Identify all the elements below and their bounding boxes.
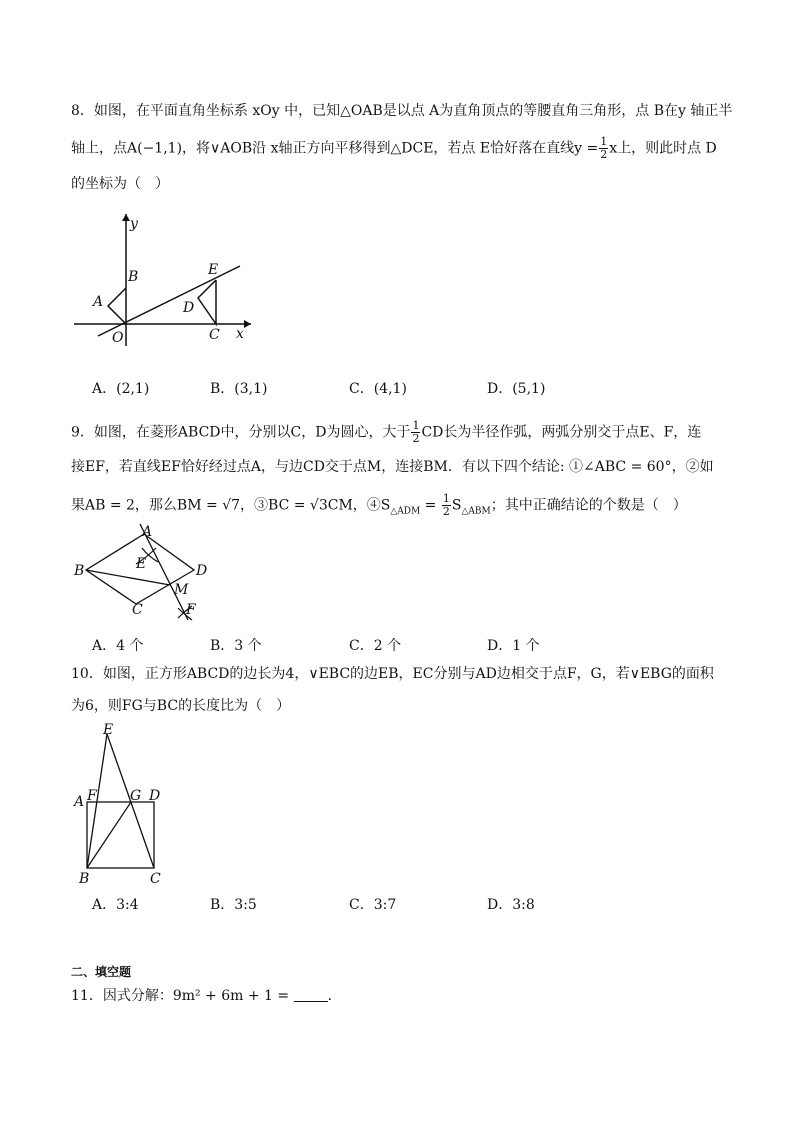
q8-option-c[interactable]: C．(4,1): [349, 381, 407, 397]
line-y-half-x: [98, 266, 240, 336]
label-c: C: [132, 602, 143, 618]
q10-line-2: 为6，则FG与BC的长度比为（ ）: [71, 698, 291, 714]
label-b: B: [128, 269, 139, 285]
fraction: $\frac{1}{2}$: [600, 135, 608, 161]
q10-figure: [70, 722, 180, 888]
q10-line-1: 10．如图，正方形ABCD的边长为4，∨EBC的边EB，EC分别与AD边相交于点F，G，若∨EBG的面积: [71, 666, 714, 682]
q9-line-3-start: 果AB = 2，那么BM = √7，③BC = √3CM，④S: [71, 497, 391, 514]
fraction: $\frac{1}{2}$: [442, 492, 450, 518]
q8-option-a[interactable]: A．(2,1): [92, 381, 150, 397]
label-y: y: [130, 216, 138, 232]
q9-option-d[interactable]: D．1 个: [487, 638, 540, 654]
q11-prefix: 11．因式分解：9m² + 6m + 1 =: [71, 988, 294, 1004]
q8-option-d[interactable]: D．(5,1): [487, 381, 546, 397]
q9-line-1: [71, 420, 701, 445]
q8-option-b[interactable]: B．(3,1): [210, 381, 268, 397]
label-d: D: [183, 300, 195, 316]
x-axis-arrow-icon: [244, 320, 251, 328]
q9-option-b[interactable]: B．3 个: [210, 638, 262, 654]
q11-line: [71, 986, 342, 1006]
q8-figure: [66, 206, 266, 356]
q9-line-1-end: CD长为半径作弧，两弧分别交于点E、F，连: [421, 424, 702, 441]
label-f: F: [186, 602, 196, 618]
equals: =: [420, 497, 441, 514]
q11-suffix: ．: [327, 988, 342, 1004]
fraction: $\frac{1}{2}$: [412, 419, 420, 445]
q9-line-2: 接EF，若直线EF恰好经过点A，与边CD交于点M，连接BM．有以下四个结论: ①∠ABC = 60°，②如: [71, 459, 714, 475]
q10-option-b[interactable]: B．3:5: [210, 897, 257, 913]
label-f: F: [87, 788, 97, 804]
label-e: E: [136, 556, 147, 572]
label-a: A: [93, 294, 104, 310]
q8-line-3: 的坐标为（ ）: [71, 176, 169, 192]
q9-option-a[interactable]: A．4 个: [92, 638, 144, 654]
subscript: △ABM: [461, 506, 491, 517]
label-g: G: [130, 788, 142, 804]
label-d: D: [149, 788, 161, 804]
square-abcd: [87, 802, 154, 868]
label-x: x: [236, 326, 244, 342]
answer-blank[interactable]: [294, 987, 328, 1002]
y-axis-arrow-icon: [122, 214, 130, 221]
q10-option-d[interactable]: D．3:8: [487, 897, 535, 913]
q9-line-1-start: 9．如图，在菱形ABCD中，分别以C，D为圆心，大于: [71, 424, 411, 441]
label-a: A: [142, 524, 153, 540]
q8-line-2-end: x上，则此时点 D: [609, 140, 717, 157]
q10-option-a[interactable]: A．3:4: [92, 897, 139, 913]
section-title: 二、填空题: [71, 965, 132, 979]
label-b: B: [74, 563, 85, 579]
triangle-oab: [108, 288, 126, 324]
label-e: E: [103, 722, 114, 738]
q9-line-3-end: ；其中正确结论的个数是（ ）: [490, 497, 687, 514]
q8-line-2: [71, 136, 717, 161]
label-a: A: [74, 794, 85, 810]
q10-option-c[interactable]: C．3:7: [349, 897, 397, 913]
label-c: C: [209, 327, 220, 343]
subscript: △ADM: [390, 506, 421, 517]
area-symbol: S: [451, 497, 462, 514]
q9-figure: [66, 520, 226, 632]
label-c: C: [150, 871, 161, 887]
label-m: M: [174, 582, 189, 598]
q8-line-1: 8．如图，在平面直角坐标系 xOy 中，已知△OAB是以点 A为直角顶点的等腰直角三角形，点 B在y 轴正半: [71, 103, 733, 119]
triangle-dce: [198, 280, 216, 324]
label-e: E: [208, 262, 219, 278]
segment-bg: [87, 802, 131, 868]
label-d: D: [196, 563, 208, 579]
q9-option-c[interactable]: C．2 个: [349, 638, 402, 654]
segment-bm: [86, 570, 170, 585]
label-b: B: [79, 871, 90, 887]
label-o: O: [112, 330, 124, 346]
q9-line-3: [71, 493, 687, 521]
q8-line-2-start: 轴上，点A(−1,1)，将∨AOB沿 x轴正方向平移得到△DCE，若点 E恰好落在直线y =: [71, 140, 599, 157]
